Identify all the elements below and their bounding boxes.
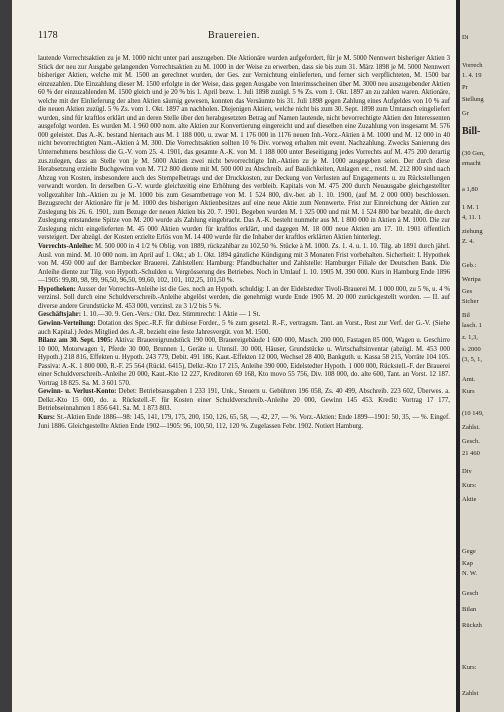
facing-page-fragment: a 1,80 <box>462 186 478 193</box>
facing-page-fragment: Wertpa <box>462 276 481 283</box>
facing-page-fragment: 1. 4. 19 <box>462 72 482 79</box>
facing-page-fragment: Div <box>462 468 472 475</box>
section-text: M. 500 000 in 4 1/2 % Oblig. von 1889, rückzahlbar zu 102,50 %. Stücke à M. 1000. Zs. 1. 4. u. 1. 10. Tilg. ab 1891 durch jährl. Ausl. von mind. M. 10 000 nom. im April auf 1. Okt.; ab 1. Okt. 1894 gänzliche Kündigung mit 3 Monaten Frist vorbehalten. Sicherheit: I. Hypothek von M. 450 000 auf der Barnbecker Brauerei. Zahlstellen: Hamburg: Pfandbuchalter und Zahlstelle: Hamburger Filiale der Deutschen Bank. Die Anleihe diente zur Tilg. von Hypoth.-Schulden u. Vergrösserung des Betriebes. Noch in Umlauf 1. 10. 1905 M. 390 000. Kurs in Hamburg Ende 1896—1905: 99,80, 98, 99, 96,50, 96,50, 99,60, 102, 101, 102,25, 101,50 %. <box>38 243 450 285</box>
section-text: Debet: Betriebsausgaben 1 233 191, Unk., Steuern u. Gebühren 196 058, Zs. 40 499, Abschreib. 223 602, Überwes. a. Delkr.-Kto 15 000, do. a. Rückstell.-F. für Kosten einer Schuldverschreib.-Anleihe 20 000, Gewinn 145 453. Kredit: Vortrag 17 177, Betriebseinnahmen 1 856 641. Sa. M. 1 873 803. <box>38 388 451 413</box>
facing-page-fragment: lasch. 1 <box>462 322 482 329</box>
facing-page-fragment: Z. 4. <box>462 238 475 245</box>
page-header <box>38 30 446 44</box>
facing-page-fragment: Gege <box>462 548 476 555</box>
facing-page-fragment: (10 149, <box>462 410 484 417</box>
facing-page-fragment: N. W. <box>462 570 477 577</box>
facing-page-fragment: Sicher <box>462 298 479 305</box>
facing-page-edge <box>460 0 504 712</box>
facing-page-fragment: Gr <box>462 110 469 117</box>
facing-page-fragment: Geb.: <box>462 262 477 269</box>
section-label: Geschäftsjahr: <box>38 311 82 319</box>
section-label: Hypotheken: <box>38 285 76 293</box>
page-number: 1178 <box>38 30 58 41</box>
facing-page-fragment: emacht <box>462 160 481 167</box>
facing-page-fragment: Vorrech <box>462 62 483 69</box>
facing-page-fragment: Pr <box>462 84 468 91</box>
facing-page-fragment: Zahlst. <box>462 424 480 431</box>
facing-page-fragment: Gesch. <box>462 438 480 445</box>
section-label: Bilanz am 30. Sept. 1905: <box>38 337 113 345</box>
facing-page-fragment: 21 460 <box>462 450 480 457</box>
section-text: 1. 10.—30. 9. Gen.-Vers.: Okt. Dez. Stimmrecht: 1 Aktie — 1 St. <box>82 311 261 319</box>
running-title: Brauereien. <box>208 30 260 41</box>
section-hypotheken <box>38 286 450 312</box>
facing-page-fragment: Kurs: <box>462 664 477 671</box>
facing-page-fragment: Bilan <box>462 606 477 613</box>
section-text: Aktiva: Brauereigrundstück 190 000, Brauereigebäude 1 600 000, Masch. 200 000, Fastagen 85 000, Wagen u. Geschirre 10 000, Motorwagen 1, Pferde 30 000, Brunnen 1, Geräte u. Utensil. 30 000, Häuser, Grundstücke u. Wirtschaftsinventar (abzügl. M. 453 000 Hypoth.) 218 816, Effekten u. Hypoth. 243 779, Debit. 491 186, Kaut.-Effekten 12 000, Wechsel 28 400, Bankguth. u. Kassa 58 215, Vorräte 104 105. Passiva: A.-K. 1 800 000, R.-F. 25 564 (Rückl. 6415), Delkr.-Kto 17 215, Anleihe 390 000, Eidelstedter Hypoth. 1 000 000, Rückstell.-F. der Brauerei einer Schuldverschreib.-Anleihe 20 000, Kaut.-Kto 12 227, Kreditoren 69 168, Kto movo 55 756, Div. 108 000, do. alte 600, Tant. an Vorst. 12 187. Vortrag 18 825. Sa. M. 3 601 570. <box>38 337 450 387</box>
facing-page-fragment: Kurs: <box>462 482 477 489</box>
facing-page-fragment: Amt. <box>462 376 476 383</box>
facing-page-fragment: s. 2000 <box>462 346 481 353</box>
facing-page-fragment: Zahlst <box>462 690 479 697</box>
section-geschaeftsjahr <box>38 311 450 320</box>
section-text: Dotation des Spec.-R.F. für dubiose Forder., 5 % zum gesetzl. R.-F., vertragsm. Tant. an Vorst., Rest zur Verf. der G.-V. (Siehe auch Kapital.) Jedes Mitglied des A.-R. bezieht eine feste Jahresvergüt. von M. 1500. <box>38 319 450 336</box>
facing-page-fragment: Bil <box>462 312 470 319</box>
facing-page-fragment: Kap <box>462 560 473 567</box>
section-gewinn-verlust <box>38 388 450 414</box>
document-body <box>38 55 450 431</box>
facing-page-fragment: Di <box>462 34 469 41</box>
facing-page-fragment: Aktie <box>462 496 477 503</box>
section-label: Kurs: <box>38 413 55 421</box>
facing-page-fragment: Kurs <box>462 388 475 395</box>
section-text: St.-Aktien Ende 1886—98: 145, 141, 179, 175, 200, 150, 126, 65, 58, —, 42, 27, — %. Vorz.-Aktien: Ende 1899—1901: 50, 35, — %. Eingef. Juni 1886. Gleichgestellte Aktien Ende 1902—1905: 96, 100,50, 112, 120 %. Zugelassen Febr. 1902. Notiert Hamburg. <box>38 413 450 430</box>
section-gewinn-verteilung <box>38 320 450 337</box>
facing-page-fragment: Gesch <box>462 590 479 597</box>
paragraph: lautende Vorrechtsaktien zu je M. 1000 nicht unter pari auszugeben. Die Aktionäre wurden aufgefordert, für je M. 5000 Nennwert bisheriger Aktien 3 Stück der neu zur Ausgabe gelangenden Vorrechtsaktien zu M. 1000 in der Weise zu erwerben, dass sie bis zum 31. März 1898 je M. 5000 Nennwert bisheriger Aktien, welche mit M. 1500 an gerechnet wurden, der Ges. zur Vernichtung einlieferten, und ferner sich verpflichteten, M. 1500 bar einzuzahlen. Die Einzahlung dieser M. 1500 erfolgte in der Weise, dass gegen Ausgabe von Interimsscheinen über M. 3000 neu auszugebender Aktien 60 % der einzuzahlenden M. 1500 gleich und je 20 % bis 1. April bezw. 1. Juli 1898 zuzügl. 5 % Zs. vom 1. Okt. 1897 an zu zahlen waren. Aktionäre, welche mit der Einlieferung der alten Aktien säumig gewesen, konnten das Versäumte bis 31. Juli 1898 gegen Zahlung eines Aufgeldes von 10 % auf die neuen Aktien zuzügl. 5 % Zs. vom 1. Okt. 1897 an nachholen. Diejenigen Aktien, welche nicht bis zum 30. Sept. 1898 zum Umtausch eingeliefert wurden, sind für kraftlos erklärt und an deren Stelle über den herabgesetzten Betrag auf Namen lautende, nicht bevorrechtigte Aktien den Interessenten ausgefolgt worden. Es wurden M. 1 960 000 nom. alte Aktien zur Konvertierung eingereicht und auf dieselben eine Zuzahlung von insgesamt M. 576 000 geleistet. Das A.-K. bestand hiernach aus M. 1 188 000, u. zwar M. 1 176 000 in 1176 neuen Inh.-Vorz.-Aktien à M. 1000 und M. 12 000 in 40 nicht bevorrechtigten Nam.-Aktien à M. 300. Die Vorrechtsaktien sollten 10 % Div. vorweg erhalten mit event. Nachzahlung. Zwecks Sanierung des Unternehmens beschloss die G.-V. vom 25. 4. 1901, das gesamte A.-K. von M. 1 188 000 unter Beseitigung jedes Vorrechts auf M. 475 200 derartig zus.zulegen, dass an Stelle von je M. 5000 Aktien zwei nicht bevorrechtigte Inh.-Aktien zu je M. 1000 ausgegeben seien. Der durch diese Herabsetzung erzielte Buchgewinn von M. 712 800 diente mit M. 500 000 zu Abschreib. auf Baulichkeiten, Anlagen etc., restl. M. 212 800 sind nach Abzug von Kosten, insbesondere auch des Stempelbetrags und der Druckkosten, zur Deckung von Verlusten auf Engagements u. zu Rückstellungen verwandt worden. In derselben G.-V. wurde gleichzeitig eine Erhöhung des verbleib. Kapitals von M. 475 200 durch Neuausgabe gleichgestellter vollgezahlter Inh.-Aktien zu je M. 1000 bis zum Gesamtbetrage von M. 1 524 800, div.-ber. ab 1. 10. 1900, (auf M. 2 000 000) beschlossen. Bezugsrecht der Aktionäre für je M. 1000 des bisherigen Aktienbesitzes auf eine neue Aktie zum Nennwerte. Frist zur Einreichung der Aktien zur Zuslegung bis 26. 6. 1901, zum Bezuge der neuen Aktien bis 20. 7. 1901. Begeben wurden M. 1 325 000 und mit M. 1 524 800 bar bezahlt, die durch Zuslegung entstandene Spitze von M. 200 wurde als Zahlung eingebracht. Das A.-K. besteht nunmehr aus M. 1 800 000 in Aktien à M. 1000. Die zur Zuslegung nicht eingelieferten M. 45 000 Aktien wurden für kraftlos erklärt, und dagegen M. 18 000 neue Aktien am 17. 10. 1901 öffentlich versteigert. Der abzügl. der Kosten erzielte Erlös von M. 14 400 wurde für die Inhaber der kraftlos erklärten Aktien hinterlegt. <box>38 55 450 242</box>
facing-page-fragment: Bill- <box>462 126 481 137</box>
facing-page-fragment: (30 Gen, <box>462 150 485 157</box>
section-kurs <box>38 414 450 431</box>
facing-page-fragment: ziehung <box>462 228 483 235</box>
section-vorrechts-anleihe <box>38 243 450 286</box>
facing-page-fragment: 4, 11. 1 <box>462 214 482 221</box>
facing-page-fragment: 1 M. 1 <box>462 204 480 211</box>
section-label: Gewinn-Verteilung: <box>38 319 96 327</box>
facing-page-fragment: Rückzh <box>462 622 482 629</box>
section-label: Vorrechts-Anleihe: <box>38 243 94 251</box>
facing-page-fragment: Ges <box>462 288 473 295</box>
facing-page-fragment: (3, 5, 1, <box>462 356 483 363</box>
section-text: Ausser der Vorrechts-Anleihe ist die Ges. noch an Hypoth. schuldig: I. an der Eidelstedter Tivoli-Brauerei M. 1 000 000, zu 5 %, u. 4 % verzinsl. Soll durch eine Schuldverschreib.-Anleihe abgelöst werden, die genehmigt wurde Ende 1905 M. 20 000 zurückgestellt worden. — II. auf diverse andere Grundstücke M. 453 000, verzinsl. zu 3 1/2 bis 5 %. <box>38 285 451 310</box>
section-bilanz <box>38 337 450 388</box>
facing-page-fragment: z. 1,3, <box>462 334 478 341</box>
facing-page-fragment: Stellung <box>462 96 484 103</box>
document-page <box>12 0 456 712</box>
section-label: Gewinn- u. Verlust-Konto: <box>38 388 117 396</box>
